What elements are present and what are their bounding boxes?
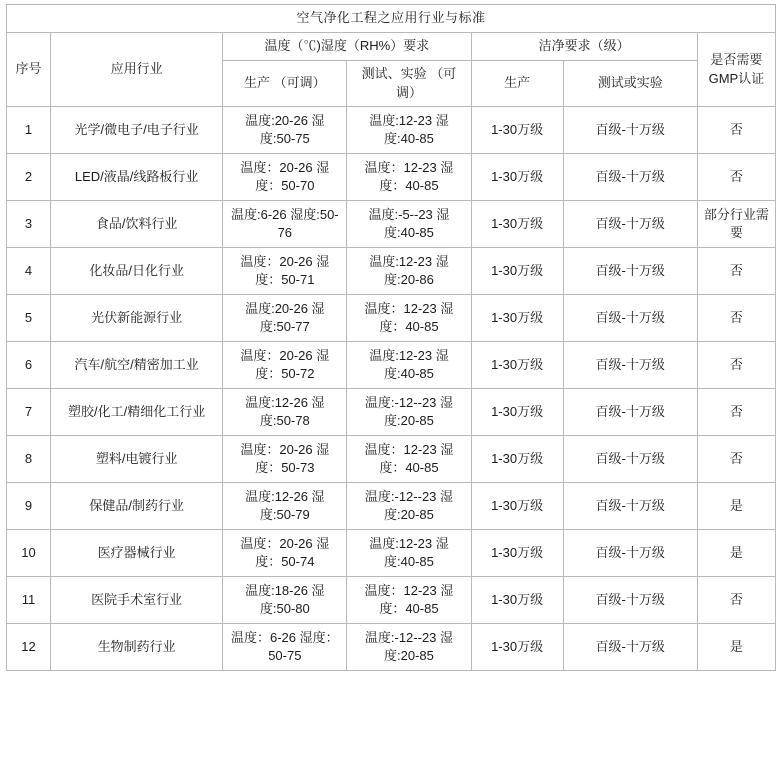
- cell-test-condition: 温度:-12--23 湿度:20-85: [347, 624, 471, 671]
- column-header-industry: 应用行业: [51, 32, 223, 107]
- cell-industry: 医疗器械行业: [51, 530, 223, 577]
- cell-production-condition: 温度：20-26 湿度：50-71: [223, 248, 347, 295]
- cell-clean-production: 1-30万级: [471, 389, 563, 436]
- cell-gmp: 是: [697, 483, 775, 530]
- cell-production-condition: 温度：20-26 湿度：50-72: [223, 342, 347, 389]
- cell-industry: 塑胶/化工/精细化工行业: [51, 389, 223, 436]
- cell-index: 11: [7, 577, 51, 624]
- cell-clean-test: 百级-十万级: [563, 389, 697, 436]
- cell-clean-test: 百级-十万级: [563, 577, 697, 624]
- table-row: [7, 530, 776, 577]
- cell-gmp: 否: [697, 107, 775, 154]
- cell-index: 5: [7, 295, 51, 342]
- cell-clean-production: 1-30万级: [471, 201, 563, 248]
- table-row: [7, 624, 776, 671]
- cell-test-condition: 温度:12-23 湿度:40-85: [347, 107, 471, 154]
- cell-index: 7: [7, 389, 51, 436]
- cell-production-condition: 温度:18-26 湿度:50-80: [223, 577, 347, 624]
- column-header-clean-production: 生产: [471, 60, 563, 107]
- cell-industry: 汽车/航空/精密加工业: [51, 342, 223, 389]
- cell-gmp: 否: [697, 295, 775, 342]
- cell-production-condition: 温度：20-26 湿度：50-73: [223, 436, 347, 483]
- cell-index: 4: [7, 248, 51, 295]
- cell-production-condition: 温度：20-26 湿度：50-74: [223, 530, 347, 577]
- cell-index: 2: [7, 154, 51, 201]
- cell-test-condition: 温度：12-23 湿度：40-85: [347, 436, 471, 483]
- cell-gmp: 否: [697, 389, 775, 436]
- cell-industry: 化妆品/日化行业: [51, 248, 223, 295]
- cell-test-condition: 温度：12-23 湿度：40-85: [347, 295, 471, 342]
- cell-clean-test: 百级-十万级: [563, 530, 697, 577]
- column-header-temp-humidity-production: 生产 （可调）: [223, 60, 347, 107]
- table-title-row: [7, 5, 776, 33]
- cell-index: 1: [7, 107, 51, 154]
- column-header-index: 序号: [7, 32, 51, 107]
- cell-test-condition: 温度：12-23 湿度：40-85: [347, 577, 471, 624]
- cell-gmp: 否: [697, 342, 775, 389]
- cell-production-condition: 温度:12-26 湿度:50-78: [223, 389, 347, 436]
- purification-standards-table: [6, 4, 776, 671]
- cell-gmp: 否: [697, 248, 775, 295]
- cell-test-condition: 温度:-12--23 湿度:20-85: [347, 389, 471, 436]
- cell-clean-production: 1-30万级: [471, 483, 563, 530]
- column-header-temp-humidity-group: 温度（℃)湿度（RH%）要求: [223, 32, 471, 60]
- cell-index: 10: [7, 530, 51, 577]
- column-header-temp-humidity-test: 测试、实验 （可调）: [347, 60, 471, 107]
- cell-index: 12: [7, 624, 51, 671]
- table-row: [7, 342, 776, 389]
- cell-index: 9: [7, 483, 51, 530]
- column-header-clean-test: 测试或实验: [563, 60, 697, 107]
- cell-gmp: 否: [697, 154, 775, 201]
- cell-industry: 生物制药行业: [51, 624, 223, 671]
- cell-clean-production: 1-30万级: [471, 154, 563, 201]
- cell-index: 3: [7, 201, 51, 248]
- cell-clean-test: 百级-十万级: [563, 436, 697, 483]
- cell-clean-test: 百级-十万级: [563, 342, 697, 389]
- cell-gmp: 部分行业需要: [697, 201, 775, 248]
- cell-clean-production: 1-30万级: [471, 436, 563, 483]
- table-row: [7, 436, 776, 483]
- cell-industry: 食品/饮料行业: [51, 201, 223, 248]
- cell-test-condition: 温度:12-23 湿度:40-85: [347, 342, 471, 389]
- cell-test-condition: 温度:12-23 湿度:20-86: [347, 248, 471, 295]
- cell-clean-test: 百级-十万级: [563, 201, 697, 248]
- column-header-cleanliness-group: 洁净要求（级）: [471, 32, 697, 60]
- cell-production-condition: 温度:6-26 湿度:50-76: [223, 201, 347, 248]
- cell-test-condition: 温度：12-23 湿度：40-85: [347, 154, 471, 201]
- cell-industry: 医院手术室行业: [51, 577, 223, 624]
- cell-industry: 光伏新能源行业: [51, 295, 223, 342]
- cell-gmp: 否: [697, 577, 775, 624]
- table-row: [7, 577, 776, 624]
- cell-gmp: 是: [697, 624, 775, 671]
- cell-clean-production: 1-30万级: [471, 577, 563, 624]
- cell-industry: 光学/微电子/电子行业: [51, 107, 223, 154]
- table-row: [7, 295, 776, 342]
- cell-gmp: 否: [697, 436, 775, 483]
- cell-clean-test: 百级-十万级: [563, 483, 697, 530]
- table-row: [7, 248, 776, 295]
- cell-clean-test: 百级-十万级: [563, 107, 697, 154]
- cell-test-condition: 温度:12-23 湿度:40-85: [347, 530, 471, 577]
- cell-test-condition: 温度:-5--23 湿度:40-85: [347, 201, 471, 248]
- cell-production-condition: 温度:20-26 湿度:50-75: [223, 107, 347, 154]
- header-group-row: [7, 32, 776, 60]
- cell-clean-test: 百级-十万级: [563, 154, 697, 201]
- cell-clean-production: 1-30万级: [471, 295, 563, 342]
- cell-index: 6: [7, 342, 51, 389]
- column-header-gmp: 是否需要GMP认证: [697, 32, 775, 107]
- cell-clean-production: 1-30万级: [471, 342, 563, 389]
- page-title: 空气净化工程之应用行业与标准: [7, 5, 776, 33]
- cell-production-condition: 温度：6-26 湿度：50-75: [223, 624, 347, 671]
- cell-clean-production: 1-30万级: [471, 530, 563, 577]
- cell-production-condition: 温度:20-26 湿度:50-77: [223, 295, 347, 342]
- table-row: [7, 389, 776, 436]
- table-row: [7, 201, 776, 248]
- cell-production-condition: 温度：20-26 湿度：50-70: [223, 154, 347, 201]
- cell-production-condition: 温度:12-26 湿度:50-79: [223, 483, 347, 530]
- cell-clean-test: 百级-十万级: [563, 624, 697, 671]
- table-row: [7, 107, 776, 154]
- cell-clean-production: 1-30万级: [471, 624, 563, 671]
- cell-clean-production: 1-30万级: [471, 248, 563, 295]
- cell-industry: 保健品/制药行业: [51, 483, 223, 530]
- cell-gmp: 是: [697, 530, 775, 577]
- cell-clean-production: 1-30万级: [471, 107, 563, 154]
- cell-industry: 塑料/电镀行业: [51, 436, 223, 483]
- cell-index: 8: [7, 436, 51, 483]
- cell-test-condition: 温度:-12--23 湿度:20-85: [347, 483, 471, 530]
- table-row: [7, 154, 776, 201]
- table-row: [7, 483, 776, 530]
- cell-industry: LED/液晶/线路板行业: [51, 154, 223, 201]
- cell-clean-test: 百级-十万级: [563, 248, 697, 295]
- cell-clean-test: 百级-十万级: [563, 295, 697, 342]
